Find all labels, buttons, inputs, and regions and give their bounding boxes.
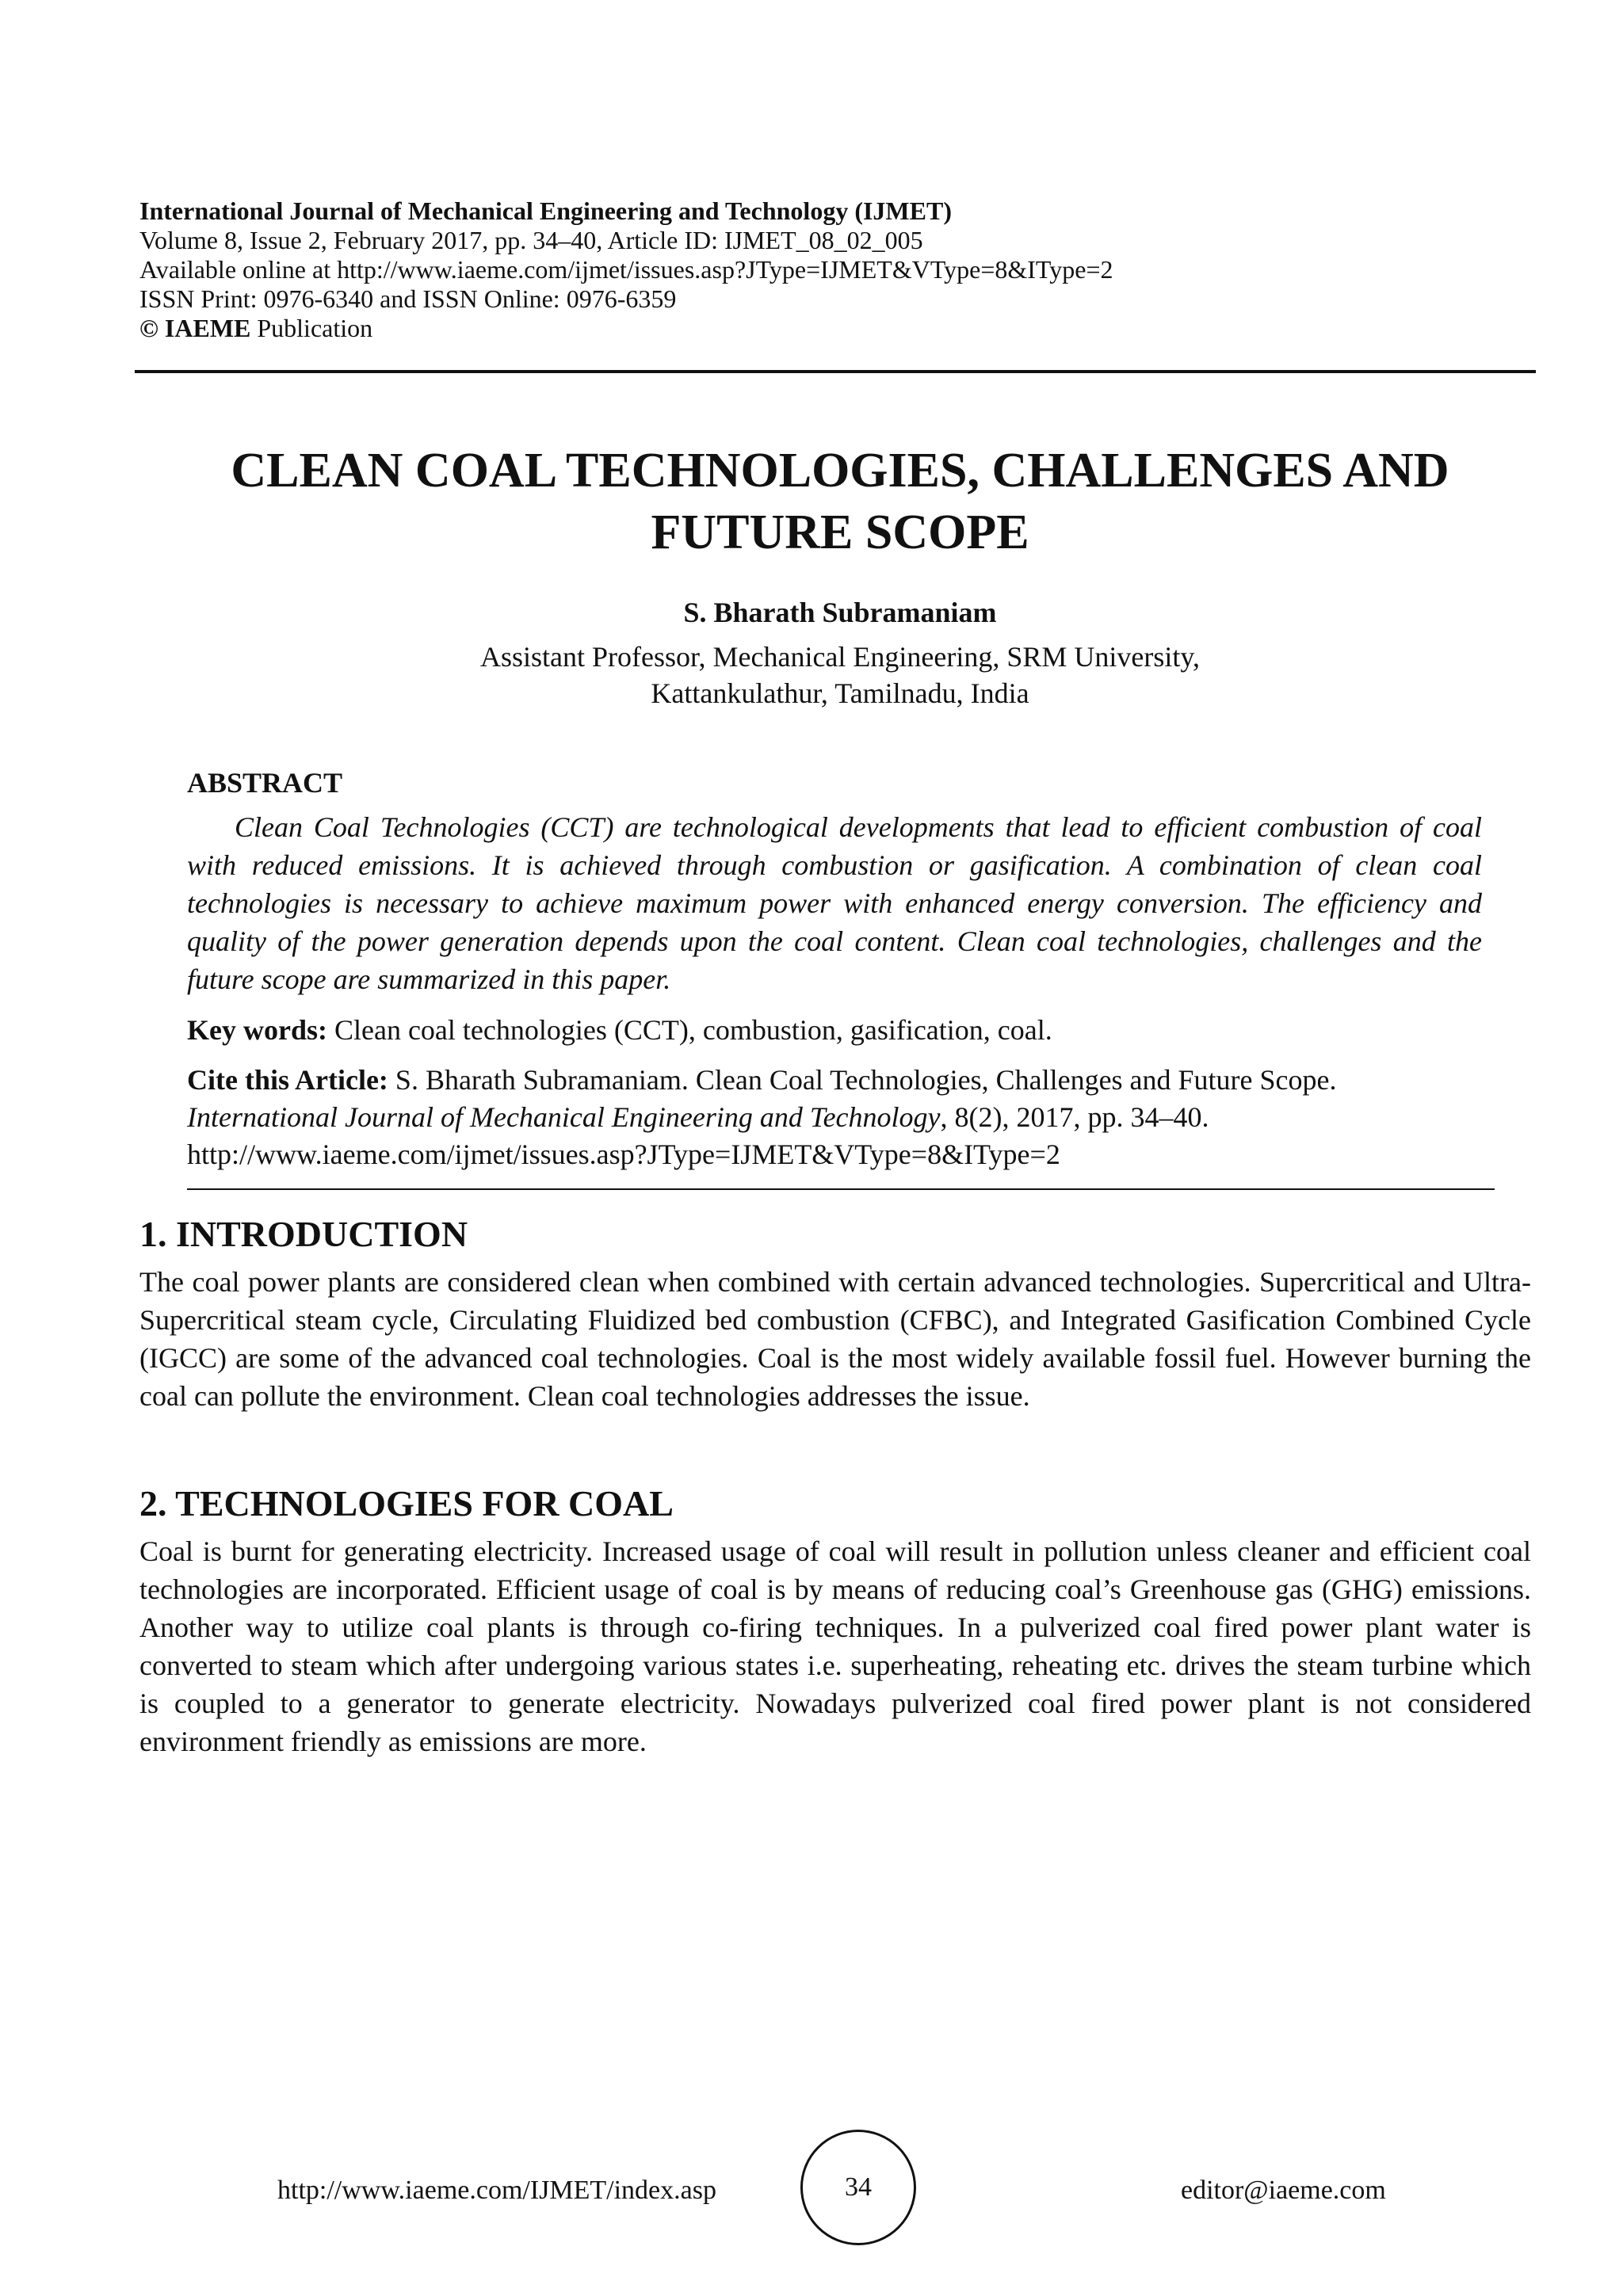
header-divider [135,370,1536,373]
cite-journal: International Journal of Mechanical Engineering and Technology [187,1101,941,1133]
keywords-label: Key words: [187,1014,327,1046]
affiliation-line-1: Assistant Professor, Mechanical Engineering, SRM University, [479,641,1201,673]
abstract-heading: ABSTRACT [187,767,343,799]
affiliation-line-2: Kattankulathur, Tamilnadu, India [651,677,1029,709]
section-body: Coal is burnt for generating electricity. Increased usage of coal will result in pollution unless cleaner and efficient coal technologies are incorporated. Efficient usage of coal is by means of reducing coal’s Greenhouse gas (GHG) emissions. Another way to utilize coal plants is through co-firing techniques. In a pulverized coal fired power plant water is converted to steam which after undergoing various states i.e. superheating, reheating etc. drives the steam turbine which is coupled to a generator to generate electricity. Nowadays pulverized coal fired power plant is not considered environment friendly as emissions are more. [139,1535,1531,1757]
volume-info: Volume 8, Issue 2, February 2017, pp. 34–40, Article ID: IJMET_08_02_005 [139,226,923,254]
author-name: S. Bharath Subramaniam [683,597,997,628]
footer-url[interactable]: http://www.iaeme.com/IJMET/index.asp [277,2176,716,2205]
cite-text: S. Bharath Subramaniam. Clean Coal Technologies, Challenges and Future Scope. [395,1064,1337,1096]
issn-line: ISSN Print: 0976-6340 and ISSN Online: 0976-6359 [139,284,677,313]
journal-name: International Journal of Mechanical Engineering and Technology (IJMET) [139,196,952,225]
publisher-name: IAEME [164,314,251,342]
section-heading: 1. INTRODUCTION [139,1214,468,1254]
page-number-badge [800,2130,916,2245]
citation-block [187,1062,1482,1173]
section-technologies [139,1482,1531,1760]
section-introduction [139,1212,1531,1415]
abstract-block [187,764,1482,1173]
cite-details: , 8(2), 2017, pp. 34–40. [940,1101,1209,1133]
citation-divider [187,1188,1495,1190]
title-line-2: FUTURE SCOPE [651,505,1029,559]
cite-url[interactable]: http://www.iaeme.com/ijmet/issues.asp?JType=IJMET&VType=8&IType=2 [187,1138,1060,1170]
copyright-symbol: © [139,314,158,342]
cite-label: Cite this Article: [187,1064,388,1096]
publisher-line [139,314,1534,343]
availability-line: Available online at http://www.iaeme.com/ijmet/issues.asp?JType=IJMET&VType=8&IType=2 [139,255,1113,284]
page-number: 34 [845,2172,872,2202]
publisher-suffix: Publication [257,314,373,342]
footer-email[interactable]: editor@iaeme.com [1181,2176,1386,2205]
keywords-line [187,1011,1482,1049]
author-block [95,594,1585,711]
section-heading: 2. TECHNOLOGIES FOR COAL [139,1483,674,1524]
paper-title [95,440,1585,563]
title-line-1: CLEAN COAL TECHNOLOGIES, CHALLENGES AND [231,444,1449,498]
journal-header [139,196,1534,343]
keywords-text: Clean coal technologies (CCT), combustion, gasification, coal. [334,1014,1052,1046]
section-body: The coal power plants are considered clean when combined with certain advanced technologies. Supercritical and Ultra-Supercritical steam cycle, Circulating Fluidized bed combustion (CFBC), and Integrated Gasification Combined Cycle (IGCC) are some of the advanced coal technologies. Coal is the most widely available fossil fuel. However burning the coal can pollute the environment. Clean coal technologies addresses the issue. [139,1266,1531,1412]
abstract-text: Clean Coal Technologies (CCT) are technological developments that lead to efficient combustion of coal with reduced emissions. It is achieved through combustion or gasification. A combination of clean coal technologies is necessary to achieve maximum power with enhanced energy conversion. The efficiency and quality of the power generation depends upon the coal content. Clean coal technologies, challenges and the future scope are summarized in this paper. [187,811,1482,995]
